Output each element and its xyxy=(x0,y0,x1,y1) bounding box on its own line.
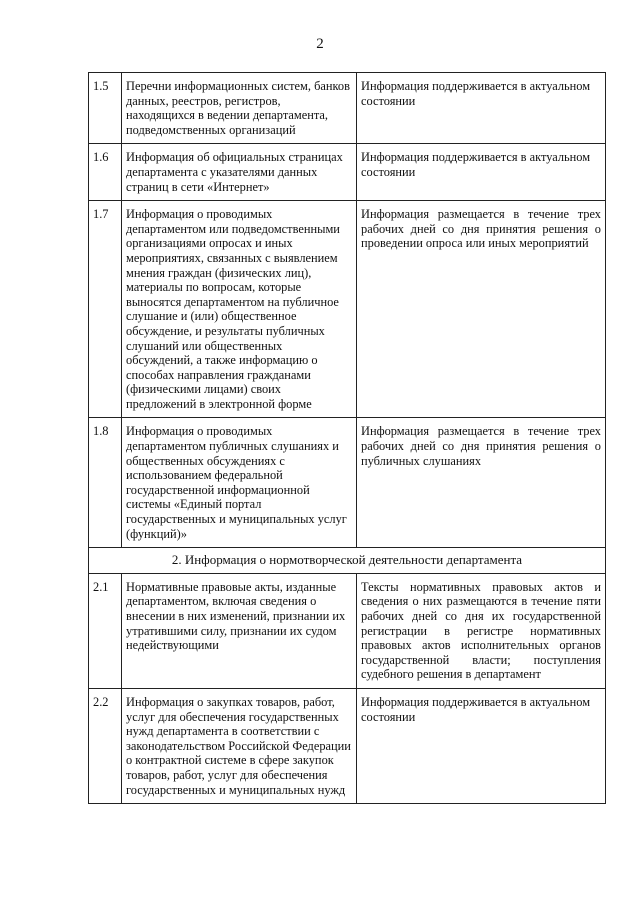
row-number: 1.7 xyxy=(89,201,122,418)
info-category: Нормативные правовые акты, изданные департаментом, включая сведения о внесении в них изменений, признании их утратившими силу, признании их судом недействующими xyxy=(122,573,357,688)
info-category: Информация об официальных страницах департамента с указателями данных страниц в сети «Интернет» xyxy=(122,144,357,201)
table-row xyxy=(89,418,606,548)
info-category: Информация о проводимых департаментом публичных слушаниях и общественных обсуждениях с использованием федеральной государственной информационной системы «Единый портал государственных и муниципальных услуг (функций)» xyxy=(122,418,357,548)
table-row xyxy=(89,73,606,144)
table-row xyxy=(89,573,606,688)
placement-terms: Информация размещается в течение трех рабочих дней со дня принятия решения о проведении опроса или иных мероприятий xyxy=(357,201,606,418)
placement-terms: Информация поддерживается в актуальном состоянии xyxy=(357,144,606,201)
information-table xyxy=(88,72,606,804)
placement-terms: Тексты нормативных правовых актов и сведения о них размещаются в течение пяти рабочих дней со дня их государственной регистрации в регистре нормативных правовых актов исполнительных органов государственной власти; поступления судебного решения в департамент xyxy=(357,573,606,688)
table-row xyxy=(89,201,606,418)
page-number: 2 xyxy=(316,36,324,52)
row-number: 2.2 xyxy=(89,688,122,803)
table-row xyxy=(89,688,606,803)
section-header-row xyxy=(89,548,606,574)
info-category: Перечни информационных систем, банков данных, реестров, регистров, находящихся в ведении департамента, подведомственных организаций xyxy=(122,73,357,144)
table-row xyxy=(89,144,606,201)
info-category: Информация о проводимых департаментом или подведомственными организациями опросах и иных мероприятиях, связанных с выявлением мнения граждан (физических лиц), материалы по вопросам, которые выносятся департаментом на публичное слушание и (или) общественное обсуждение, и результаты публичных слушаний или общественных обсуждений, а также информацию о способах направления гражданами (физическими лицами) своих предложений в электронной форме xyxy=(122,201,357,418)
placement-terms: Информация размещается в течение трех рабочих дней со дня принятия решения о публичных слушаниях xyxy=(357,418,606,548)
placement-terms: Информация поддерживается в актуальном состоянии xyxy=(357,688,606,803)
section-title: 2. Информация о нормотворческой деятельности департамента xyxy=(89,548,606,574)
row-number: 1.5 xyxy=(89,73,122,144)
info-category: Информация о закупках товаров, работ, услуг для обеспечения государственных нужд департамента в соответствии с законодательством Российской Федерации о контрактной системе в сфере закупок товаров, работ, услуг для обеспечения государственных и муниципальных нужд xyxy=(122,688,357,803)
row-number: 1.6 xyxy=(89,144,122,201)
row-number: 1.8 xyxy=(89,418,122,548)
row-number: 2.1 xyxy=(89,573,122,688)
placement-terms: Информация поддерживается в актуальном состоянии xyxy=(357,73,606,144)
